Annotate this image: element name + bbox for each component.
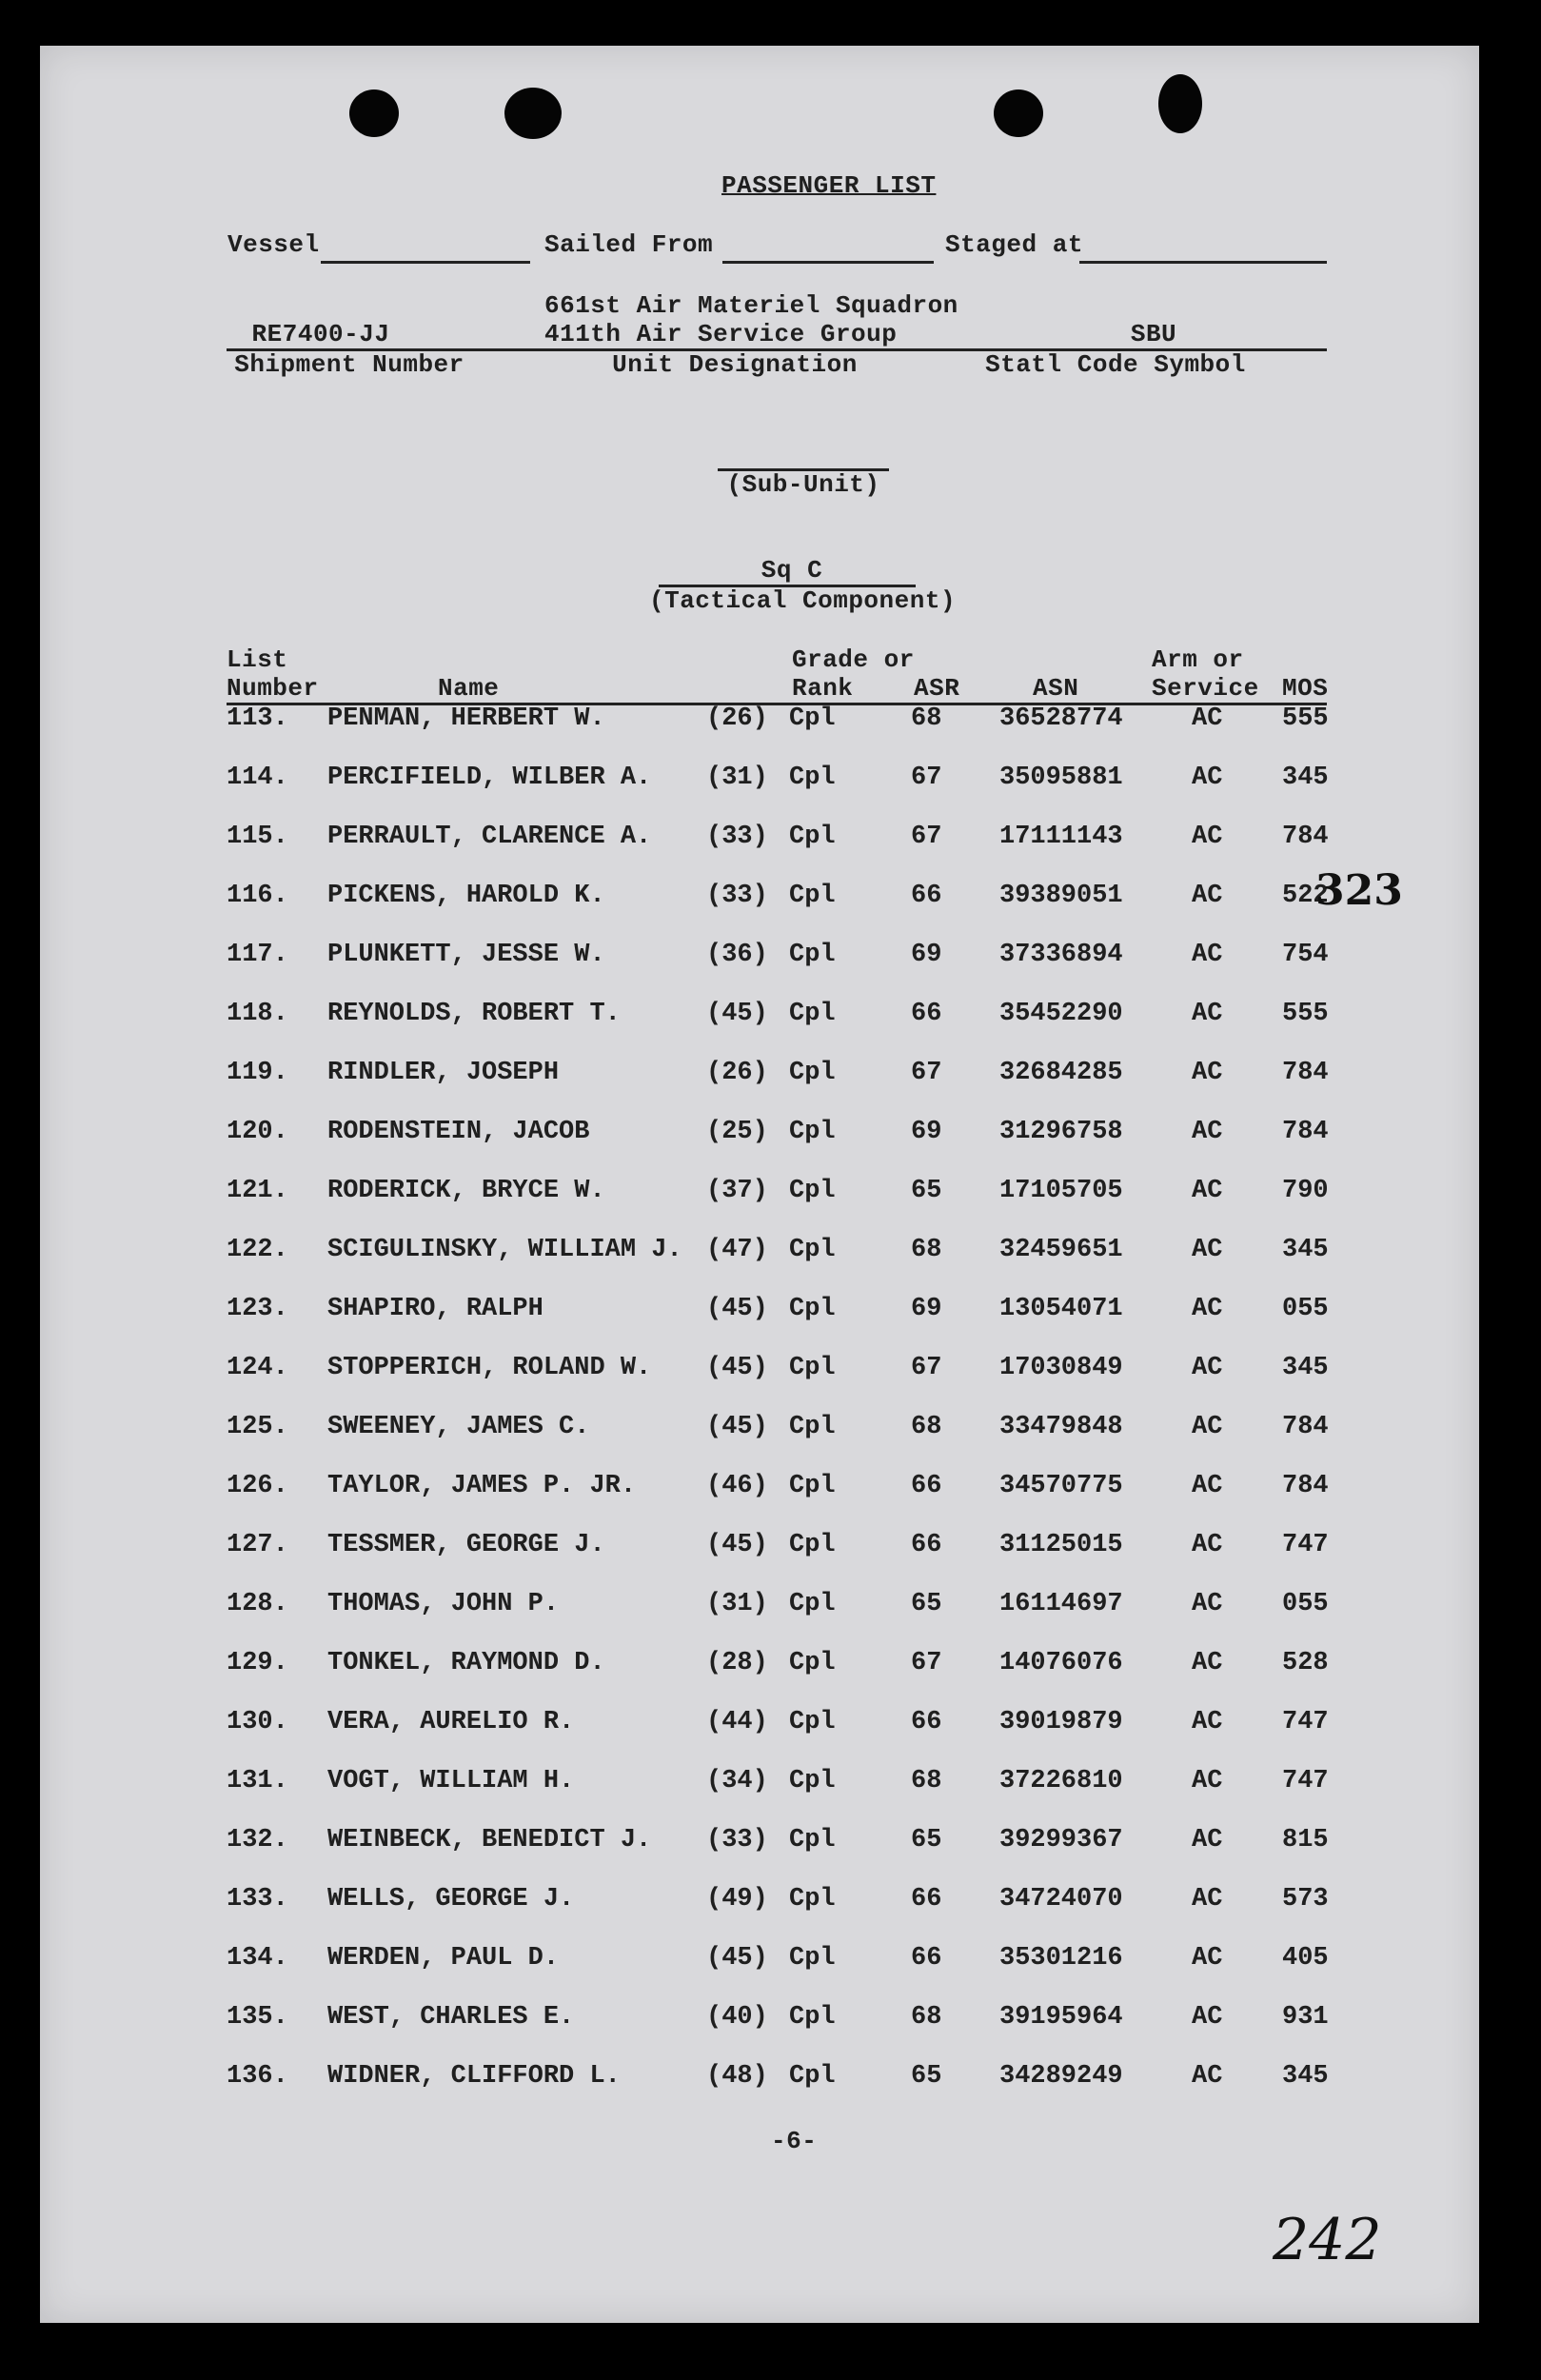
cell-arm: AC	[1192, 941, 1223, 969]
cell-age: (44)	[706, 1708, 768, 1736]
cell-age: (33)	[706, 823, 768, 851]
cell-age: (36)	[706, 941, 768, 969]
cell-num: 132.	[227, 1826, 288, 1854]
cell-grade: Cpl	[789, 1000, 836, 1028]
table-row	[40, 1472, 1479, 1510]
cell-name: PERRAULT, CLARENCE A.	[327, 823, 652, 851]
cell-arm: AC	[1192, 1118, 1223, 1146]
cell-grade: Cpl	[789, 823, 836, 851]
table-row	[40, 1649, 1479, 1687]
cell-name: SCIGULINSKY, WILLIAM J.	[327, 1236, 682, 1264]
cell-age: (48)	[706, 2062, 768, 2091]
cell-name: PERCIFIELD, WILBER A.	[327, 764, 652, 792]
document-page	[40, 46, 1479, 2323]
passenger-table	[40, 704, 1479, 2180]
cell-asr: 65	[911, 1826, 942, 1854]
cell-mos: 345	[1282, 2062, 1329, 2091]
table-row	[40, 1708, 1479, 1746]
cell-arm: AC	[1192, 1177, 1223, 1205]
cell-asn: 36528774	[999, 704, 1123, 733]
cell-arm: AC	[1192, 1413, 1223, 1441]
cell-arm: AC	[1192, 1531, 1223, 1559]
cell-age: (37)	[706, 1177, 768, 1205]
cell-age: (31)	[706, 1590, 768, 1618]
cell-num: 127.	[227, 1531, 288, 1559]
table-row	[40, 1059, 1479, 1097]
table-row	[40, 1236, 1479, 1274]
cell-asn: 17105705	[999, 1177, 1123, 1205]
cell-name: RINDLER, JOSEPH	[327, 1059, 560, 1087]
table-row	[40, 1531, 1479, 1569]
cell-num: 136.	[227, 2062, 288, 2091]
cell-age: (33)	[706, 882, 768, 910]
cell-asr: 69	[911, 941, 942, 969]
cell-asr: 68	[911, 1413, 942, 1441]
cell-asn: 39299367	[999, 1826, 1123, 1854]
cell-age: (45)	[706, 1531, 768, 1559]
cell-grade: Cpl	[789, 941, 836, 969]
cell-mos: 528	[1282, 1649, 1329, 1677]
cell-name: STOPPERICH, ROLAND W.	[327, 1354, 652, 1382]
cell-asn: 17030849	[999, 1354, 1123, 1382]
cell-age: (40)	[706, 2003, 768, 2032]
table-row	[40, 882, 1479, 920]
table-row	[40, 823, 1479, 861]
cell-mos: 573	[1282, 1885, 1329, 1914]
col-header-list: List	[227, 645, 288, 674]
cell-asr: 69	[911, 1118, 942, 1146]
cell-asn: 33479848	[999, 1413, 1123, 1441]
tactical-value: Sq C	[761, 556, 823, 585]
cell-age: (45)	[706, 1354, 768, 1382]
sailed-from-label: Sailed From	[544, 230, 714, 259]
cell-mos: 055	[1282, 1295, 1329, 1323]
cell-asr: 66	[911, 1885, 942, 1914]
cell-grade: Cpl	[789, 1649, 836, 1677]
page-title: PASSENGER LIST	[721, 171, 937, 200]
table-row	[40, 1885, 1479, 1923]
cell-grade: Cpl	[789, 1590, 836, 1618]
col-header-arm-or: Arm or	[1152, 645, 1244, 674]
table-row	[40, 1826, 1479, 1864]
cell-arm: AC	[1192, 1295, 1223, 1323]
col-header-service: Service	[1152, 674, 1259, 703]
cell-asr: 65	[911, 2062, 942, 2091]
sub-unit-label: (Sub-Unit)	[726, 470, 880, 499]
cell-name: SWEENEY, JAMES C.	[327, 1413, 590, 1441]
table-row	[40, 1944, 1479, 1982]
cell-mos: 747	[1282, 1767, 1329, 1795]
cell-name: RODENSTEIN, JACOB	[327, 1118, 590, 1146]
cell-asr: 66	[911, 1000, 942, 1028]
cell-age: (46)	[706, 1472, 768, 1500]
cell-num: 129.	[227, 1649, 288, 1677]
cell-num: 124.	[227, 1354, 288, 1382]
cell-grade: Cpl	[789, 1413, 836, 1441]
cell-num: 125.	[227, 1413, 288, 1441]
cell-name: VERA, AURELIO R.	[327, 1708, 575, 1736]
cell-mos: 784	[1282, 1118, 1329, 1146]
cell-arm: AC	[1192, 1885, 1223, 1914]
cell-arm: AC	[1192, 1472, 1223, 1500]
stamp-number: 323	[1315, 866, 1403, 915]
cell-mos: 055	[1282, 1590, 1329, 1618]
cell-asr: 66	[911, 1944, 942, 1973]
cell-arm: AC	[1192, 764, 1223, 792]
cell-arm: AC	[1192, 1059, 1223, 1087]
cell-asr: 67	[911, 1649, 942, 1677]
cell-asr: 66	[911, 882, 942, 910]
cell-num: 131.	[227, 1767, 288, 1795]
cell-mos: 784	[1282, 1059, 1329, 1087]
cell-mos: 345	[1282, 764, 1329, 792]
cell-age: (28)	[706, 1649, 768, 1677]
cell-num: 121.	[227, 1177, 288, 1205]
cell-mos: 555	[1282, 1000, 1329, 1028]
table-row	[40, 704, 1479, 743]
cell-grade: Cpl	[789, 1885, 836, 1914]
cell-asn: 17111143	[999, 823, 1123, 851]
cell-num: 130.	[227, 1708, 288, 1736]
cell-grade: Cpl	[789, 1059, 836, 1087]
cell-arm: AC	[1192, 1649, 1223, 1677]
cell-mos: 747	[1282, 1531, 1329, 1559]
cell-age: (31)	[706, 764, 768, 792]
cell-age: (45)	[706, 1295, 768, 1323]
table-row	[40, 1295, 1479, 1333]
cell-mos: 790	[1282, 1177, 1329, 1205]
cell-asn: 35095881	[999, 764, 1123, 792]
cell-asr: 66	[911, 1472, 942, 1500]
cell-asr: 67	[911, 1354, 942, 1382]
cell-asr: 69	[911, 1295, 942, 1323]
cell-arm: AC	[1192, 1767, 1223, 1795]
tactical-label: (Tactical Component)	[649, 586, 957, 615]
table-row	[40, 2062, 1479, 2100]
page-number: -6-	[771, 2127, 818, 2155]
cell-asr: 68	[911, 1236, 942, 1264]
stat-code-label: Statl Code Symbol	[985, 350, 1246, 379]
staged-at-blank-line	[1079, 261, 1327, 264]
cell-num: 118.	[227, 1000, 288, 1028]
punch-hole-1	[349, 89, 399, 137]
cell-name: THOMAS, JOHN P.	[327, 1590, 560, 1618]
cell-asn: 14076076	[999, 1649, 1123, 1677]
cell-asn: 39389051	[999, 882, 1123, 910]
cell-name: TONKEL, RAYMOND D.	[327, 1649, 605, 1677]
unit-designation-label: Unit Designation	[612, 350, 858, 379]
cell-name: WEST, CHARLES E.	[327, 2003, 575, 2032]
table-row	[40, 1590, 1479, 1628]
cell-arm: AC	[1192, 704, 1223, 733]
cell-arm: AC	[1192, 1354, 1223, 1382]
shipment-number: RE7400-JJ	[251, 320, 390, 348]
cell-asn: 31296758	[999, 1118, 1123, 1146]
cell-age: (47)	[706, 1236, 768, 1264]
cell-grade: Cpl	[789, 1118, 836, 1146]
cell-num: 134.	[227, 1944, 288, 1973]
cell-asn: 35452290	[999, 1000, 1123, 1028]
cell-num: 128.	[227, 1590, 288, 1618]
cell-grade: Cpl	[789, 1531, 836, 1559]
cell-name: TESSMER, GEORGE J.	[327, 1531, 605, 1559]
cell-grade: Cpl	[789, 882, 836, 910]
cell-name: REYNOLDS, ROBERT T.	[327, 1000, 621, 1028]
cell-mos: 405	[1282, 1944, 1329, 1973]
cell-asr: 68	[911, 1767, 942, 1795]
cell-mos: 815	[1282, 1826, 1329, 1854]
cell-arm: AC	[1192, 1826, 1223, 1854]
cell-grade: Cpl	[789, 1708, 836, 1736]
cell-grade: Cpl	[789, 1236, 836, 1264]
table-row	[40, 764, 1479, 802]
col-header-grade-or: Grade or	[792, 645, 915, 674]
cell-grade: Cpl	[789, 704, 836, 733]
cell-num: 126.	[227, 1472, 288, 1500]
cell-name: PENMAN, HERBERT W.	[327, 704, 605, 733]
cell-num: 135.	[227, 2003, 288, 2032]
cell-age: (26)	[706, 704, 768, 733]
cell-asr: 68	[911, 704, 942, 733]
cell-asn: 32459651	[999, 1236, 1123, 1264]
cell-arm: AC	[1192, 1708, 1223, 1736]
cell-name: WERDEN, PAUL D.	[327, 1944, 560, 1973]
cell-name: RODERICK, BRYCE W.	[327, 1177, 605, 1205]
unit-line-1: 661st Air Materiel Squadron	[544, 291, 958, 320]
cell-grade: Cpl	[789, 1472, 836, 1500]
cell-mos: 931	[1282, 2003, 1329, 2032]
cell-asr: 67	[911, 764, 942, 792]
table-row	[40, 1000, 1479, 1038]
cell-mos: 555	[1282, 704, 1329, 733]
cell-grade: Cpl	[789, 1295, 836, 1323]
cell-asr: 65	[911, 1177, 942, 1205]
cell-asn: 34289249	[999, 2062, 1123, 2091]
stat-code: SBU	[1130, 320, 1177, 348]
cell-mos: 345	[1282, 1236, 1329, 1264]
vessel-label: Vessel	[227, 230, 320, 259]
staged-at-label: Staged at	[945, 230, 1083, 259]
cell-arm: AC	[1192, 1000, 1223, 1028]
shipment-number-label: Shipment Number	[234, 350, 464, 379]
col-header-number: Number	[227, 674, 319, 703]
cell-asn: 37226810	[999, 1767, 1123, 1795]
cell-num: 113.	[227, 704, 288, 733]
cell-age: (26)	[706, 1059, 768, 1087]
cell-mos: 784	[1282, 1472, 1329, 1500]
cell-mos: 784	[1282, 823, 1329, 851]
cell-asn: 35301216	[999, 1944, 1123, 1973]
cell-name: PICKENS, HAROLD K.	[327, 882, 605, 910]
table-row	[40, 941, 1479, 979]
cell-arm: AC	[1192, 1236, 1223, 1264]
cell-asr: 65	[911, 1590, 942, 1618]
cell-asn: 39019879	[999, 1708, 1123, 1736]
cell-grade: Cpl	[789, 1944, 836, 1973]
cell-num: 116.	[227, 882, 288, 910]
cell-name: WELLS, GEORGE J.	[327, 1885, 575, 1914]
cell-mos: 522	[1282, 882, 1329, 910]
cell-num: 122.	[227, 1236, 288, 1264]
table-row	[40, 1118, 1479, 1156]
unit-line-2: 411th Air Service Group	[544, 320, 898, 348]
cell-asr: 66	[911, 1531, 942, 1559]
col-header-rank: Rank	[792, 674, 854, 703]
table-row	[40, 1767, 1479, 1805]
handwritten-number: 242	[1273, 2207, 1382, 2273]
cell-age: (49)	[706, 1885, 768, 1914]
cell-num: 117.	[227, 941, 288, 969]
cell-num: 119.	[227, 1059, 288, 1087]
cell-asr: 67	[911, 823, 942, 851]
cell-age: (25)	[706, 1118, 768, 1146]
cell-name: TAYLOR, JAMES P. JR.	[327, 1472, 637, 1500]
cell-asr: 66	[911, 1708, 942, 1736]
cell-name: WEINBECK, BENEDICT J.	[327, 1826, 652, 1854]
cell-arm: AC	[1192, 823, 1223, 851]
cell-arm: AC	[1192, 1944, 1223, 1973]
cell-asn: 13054071	[999, 1295, 1123, 1323]
cell-num: 123.	[227, 1295, 288, 1323]
cell-num: 114.	[227, 764, 288, 792]
cell-grade: Cpl	[789, 1177, 836, 1205]
cell-num: 115.	[227, 823, 288, 851]
cell-name: PLUNKETT, JESSE W.	[327, 941, 605, 969]
cell-grade: Cpl	[789, 764, 836, 792]
cell-asn: 37336894	[999, 941, 1123, 969]
cell-arm: AC	[1192, 1590, 1223, 1618]
punch-hole-2	[504, 88, 562, 139]
col-header-mos: MOS	[1282, 674, 1329, 703]
cell-arm: AC	[1192, 2003, 1223, 2032]
cell-grade: Cpl	[789, 2003, 836, 2032]
cell-asn: 34570775	[999, 1472, 1123, 1500]
punch-hole-3	[994, 89, 1043, 137]
cell-num: 120.	[227, 1118, 288, 1146]
cell-asn: 34724070	[999, 1885, 1123, 1914]
table-row	[40, 2003, 1479, 2041]
col-header-name: Name	[438, 674, 500, 703]
punch-hole-4	[1158, 74, 1202, 133]
cell-asr: 68	[911, 2003, 942, 2032]
cell-name: WIDNER, CLIFFORD L.	[327, 2062, 621, 2091]
cell-num: 133.	[227, 1885, 288, 1914]
cell-name: SHAPIRO, RALPH	[327, 1295, 543, 1323]
cell-age: (45)	[706, 1413, 768, 1441]
sailed-from-blank-line	[722, 261, 934, 264]
cell-age: (33)	[706, 1826, 768, 1854]
cell-age: (45)	[706, 1000, 768, 1028]
cell-grade: Cpl	[789, 2062, 836, 2091]
cell-asn: 39195964	[999, 2003, 1123, 2032]
cell-age: (45)	[706, 1944, 768, 1973]
cell-mos: 747	[1282, 1708, 1329, 1736]
cell-age: (34)	[706, 1767, 768, 1795]
cell-grade: Cpl	[789, 1354, 836, 1382]
table-row	[40, 1177, 1479, 1215]
cell-asn: 32684285	[999, 1059, 1123, 1087]
cell-name: VOGT, WILLIAM H.	[327, 1767, 575, 1795]
col-header-asr: ASR	[914, 674, 960, 703]
table-row	[40, 1413, 1479, 1451]
cell-asn: 16114697	[999, 1590, 1123, 1618]
cell-arm: AC	[1192, 882, 1223, 910]
cell-asr: 67	[911, 1059, 942, 1087]
cell-mos: 784	[1282, 1413, 1329, 1441]
table-row	[40, 1354, 1479, 1392]
cell-grade: Cpl	[789, 1767, 836, 1795]
cell-mos: 754	[1282, 941, 1329, 969]
cell-grade: Cpl	[789, 1826, 836, 1854]
cell-asn: 31125015	[999, 1531, 1123, 1559]
vessel-blank-line	[321, 261, 530, 264]
cell-mos: 345	[1282, 1354, 1329, 1382]
col-header-asn: ASN	[1033, 674, 1079, 703]
cell-arm: AC	[1192, 2062, 1223, 2091]
